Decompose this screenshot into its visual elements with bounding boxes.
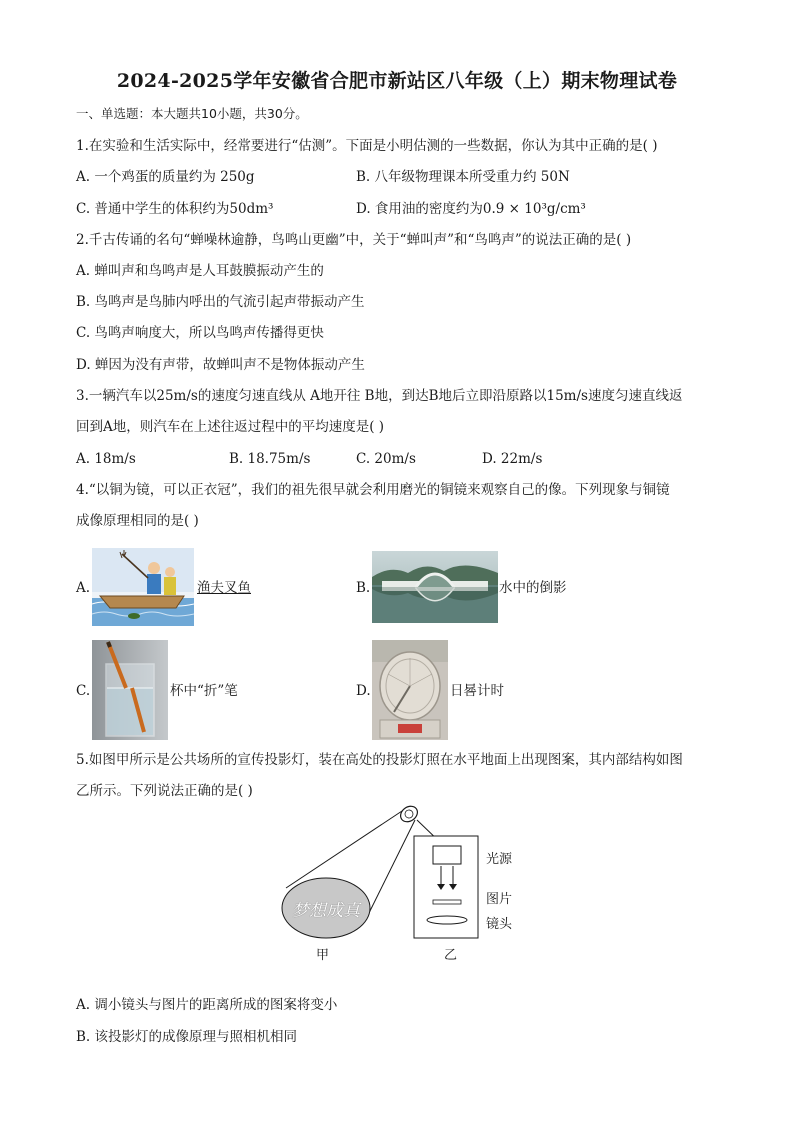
q4-c-caption: 杯中“折”笔 [170, 683, 238, 699]
q5-stem-line2: 乙所示。下列说法正确的是( ) [76, 783, 253, 799]
bridge-reflection-image [372, 551, 498, 623]
q2-stem: 2.千古传诵的名句“蝉噪林逾静，鸟鸣山更幽”中，关于“蝉叫声”和“鸟鸣声”的说法正确的是( ) [76, 232, 632, 248]
sundial-image [372, 640, 448, 740]
q3-stem-line2: 回到A地，则汽车在上述往返过程中的平均速度是( ) [76, 419, 385, 435]
q3-option-d: D. 22m/s [482, 451, 543, 467]
q4-a-letter: A. [76, 580, 91, 596]
fisherman-spearing-fish-image [92, 548, 194, 626]
projector-lamp-diagram [270, 800, 530, 970]
pencil-in-glass-image [92, 640, 168, 740]
q1-option-b: B. 八年级物理课本所受重力约 50N [356, 169, 570, 185]
q4-c-letter: C. [76, 683, 91, 699]
q1-option-a: A. 一个鸡蛋的质量约为 250g [76, 169, 255, 185]
q1-option-c: C. 普通中学生的体积约为50dm³ [76, 201, 274, 217]
q5-stem-line1: 5.如图甲所示是公共场所的宣传投影灯，装在高处的投影灯照在水平地面上出现图案，其内部结构如图 [76, 752, 683, 768]
q4-d-caption: 日晷计时 [450, 683, 504, 699]
q2-option-d: D. 蝉因为没有声带，故蝉叫声不是物体振动产生 [76, 357, 365, 373]
q5-option-a: A. 调小镜头与图片的距离所成的图案将变小 [76, 997, 338, 1013]
label-picture: 图片 [486, 892, 513, 907]
q2-option-c: C. 鸟鸣声响度大，所以鸟鸣声传播得更快 [76, 325, 324, 341]
q2-option-b: B. 鸟鸣声是鸟肺内呼出的气流引起声带振动产生 [76, 294, 365, 310]
section-heading: 一、单选题：本大题共10小题，共30分。 [76, 106, 308, 121]
q3-option-c: C. 20m/s [356, 451, 416, 467]
q4-b-letter: B. [356, 580, 371, 596]
projected-pattern-text: 梦想成真 [292, 901, 360, 921]
label-light-source: 光源 [486, 852, 513, 867]
label-jia: 甲 [316, 948, 330, 963]
q2-option-a: A. 蝉叫声和鸟鸣声是人耳鼓膜振动产生的 [76, 263, 324, 279]
q3-option-a: A. 18m/s [76, 451, 136, 467]
q5-option-b: B. 该投影灯的成像原理与照相机相同 [76, 1029, 298, 1045]
q1-stem: 1.在实验和生活实际中，经常要进行“估测”。下面是小明估测的一些数据，你认为其中正确的是( ) [76, 138, 658, 154]
q3-option-b: B. 18.75m/s [229, 451, 311, 467]
lamp-head [398, 803, 421, 825]
q4-d-letter: D. [356, 683, 371, 699]
q4-a-caption: 渔夫叉鱼 [197, 580, 251, 596]
q3-stem-line1: 3.一辆汽车以25m/s的速度匀速直线从 A地开往 B地，到达B地后立即沿原路以15m/s速度匀速直线返 [76, 388, 683, 404]
page-title: 2024-2025学年安徽省合肥市新站区八年级（上）期末物理试卷 [116, 70, 678, 92]
q4-b-caption: 水中的倒影 [499, 580, 567, 596]
q4-stem-line2: 成像原理相同的是( ) [76, 513, 199, 529]
label-lens: 镜头 [486, 917, 513, 932]
label-yi: 乙 [444, 948, 458, 963]
q1-option-d: D. 食用油的密度约为0.9 × 10³g/cm³ [356, 201, 586, 217]
q4-stem-line1: 4.“以铜为镜，可以正衣冠”，我们的祖先很早就会利用磨光的铜镜来观察自己的像。下列现象与铜镜 [76, 482, 670, 498]
